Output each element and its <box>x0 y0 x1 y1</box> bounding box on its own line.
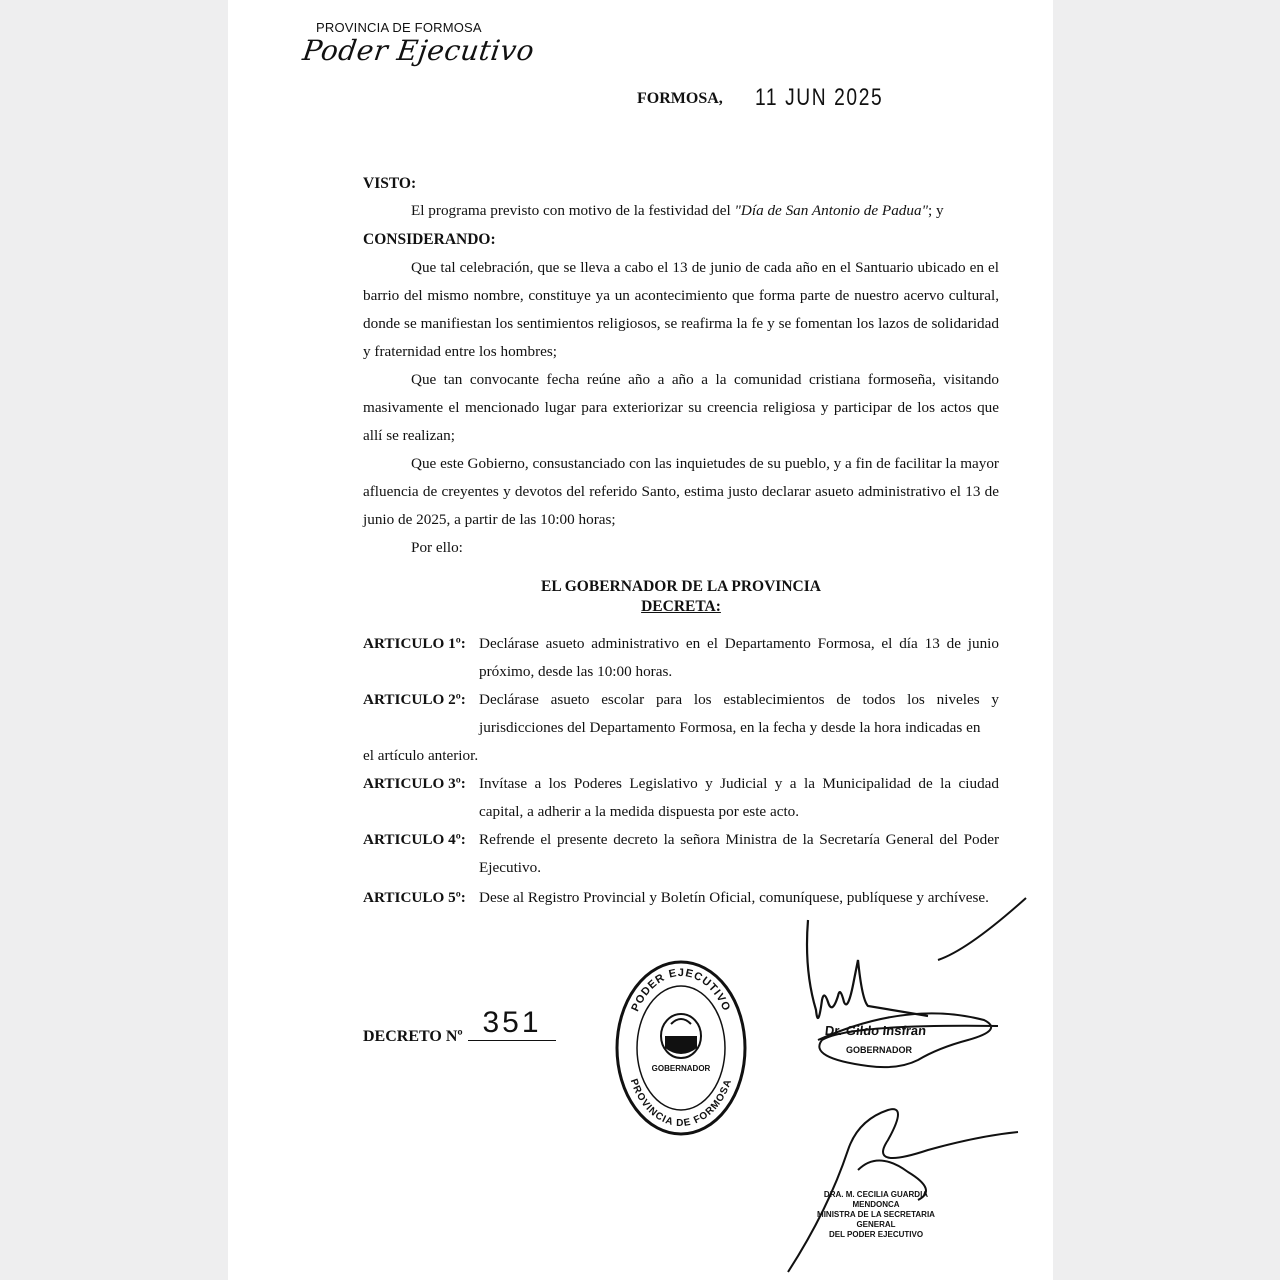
official-seal <box>613 958 749 1138</box>
document-page <box>228 0 1053 1280</box>
governor-heading: EL GOBERNADOR DE LA PROVINCIA <box>541 578 821 595</box>
governor-name: Dr. Gildo Insfrán <box>824 1023 927 1038</box>
coat-of-arms-icon <box>661 1014 701 1058</box>
header-branch: Poder Ejecutivo <box>300 34 537 67</box>
visto-heading: VISTO: <box>363 175 417 192</box>
decree-number-value: 351 <box>468 1006 556 1041</box>
article-label: ARTICULO 5º: <box>363 889 466 906</box>
article-label: ARTICULO 1º: <box>363 635 466 652</box>
svg-text:PROVINCIA DE FORMOSA <box>628 1077 735 1129</box>
minister-title: MINISTRA DE LA SECRETARIA GENERAL <box>817 1210 935 1229</box>
article-text: Invítase a los Poderes Legislativo y Judicial y a la Municipalidad de la ciudad capital, a adherir a la medida dispuesta por este acto. <box>479 775 999 820</box>
article-3 <box>363 770 999 826</box>
article-4 <box>363 826 999 882</box>
article-label: ARTICULO 3º: <box>363 775 466 792</box>
visto-text: El programa previsto con motivo de la festividad del "Día de San Antonio de Padua"; y <box>411 202 944 219</box>
seal-top-text: PODER EJECUTIVO <box>629 966 733 1014</box>
dateline-place: FORMOSA, <box>637 90 723 107</box>
por-ello: Por ello: <box>411 539 463 556</box>
article-text: Declárase asueto escolar para los establecimientos de todos los niveles y jurisdicciones del Departamento Formosa, en la fecha y desde la hora indicadas en <box>479 691 999 736</box>
minister-name: DRA. M. CECILIA GUARDIA MENDONCA <box>823 1190 929 1209</box>
decree-number-label: DECRETO Nº <box>363 1028 463 1045</box>
article-text: Declárase asueto administrativo en el Departamento Formosa, el día 13 de junio próximo, desde las 10:00 horas. <box>479 635 999 680</box>
dateline-date-stamp: 11 JUN 2025 <box>755 84 884 111</box>
considerando-paragraph-2: Que tan convocante fecha reúne año a año a la comunidad cristiana formoseña, visitando masivamente el mencionado lugar para exteriorizar su creencia religiosa y participar de los actos que allí se realizan; <box>363 371 999 444</box>
article-1 <box>363 630 999 686</box>
seal-center-text: GOBERNADOR <box>651 1064 711 1073</box>
considerando-paragraph-1: Que tal celebración, que se lleva a cabo el 13 de junio de cada año en el Santuario ubicado en el barrio del mismo nombre, constituye ya un acontecimiento que forma parte de nuestro acervo cultural, donde se manifiestan los sentimientos religiosos, se reafirma la fe y se fomentan los lazos de solidaridad y fraternidad entre los hombres; <box>363 259 999 360</box>
svg-text:PODER EJECUTIVO <box>629 967 732 1013</box>
article-label: ARTICULO 4º: <box>363 831 466 848</box>
minister-department: DEL PODER EJECUTIVO <box>828 1230 924 1239</box>
minister-signature-block <box>806 1190 946 1240</box>
article-text-continuation: el artículo anterior. <box>363 747 479 764</box>
article-text: Dese al Registro Provincial y Boletín Oficial, comuníquese, publíquese y archívese. <box>479 889 989 906</box>
article-text: Refrende el presente decreto la señora Ministra de la Secretaría General del Poder Ejecutivo. <box>479 831 999 876</box>
considerando-paragraph-3: Que este Gobierno, consustanciado con las inquietudes de su pueblo, y a fin de facilitar la mayor afluencia de creyentes y devotos del referido Santo, estima justo declarar asueto administrativo el 13 de junio de 2025, a partir de las 10:00 horas; <box>363 455 999 528</box>
header-province: PROVINCIA DE FORMOSA <box>316 20 482 35</box>
considerando-heading: CONSIDERANDO: <box>363 231 496 248</box>
article-label: ARTICULO 2º: <box>363 691 466 708</box>
article-2 <box>363 686 999 770</box>
governor-title: GOBERNADOR <box>846 1045 913 1055</box>
decreta-heading: DECRETA: <box>641 598 721 615</box>
minister-signature <box>768 1080 1028 1280</box>
seal-bottom-text: PROVINCIA DE FORMOSA <box>627 1077 735 1130</box>
